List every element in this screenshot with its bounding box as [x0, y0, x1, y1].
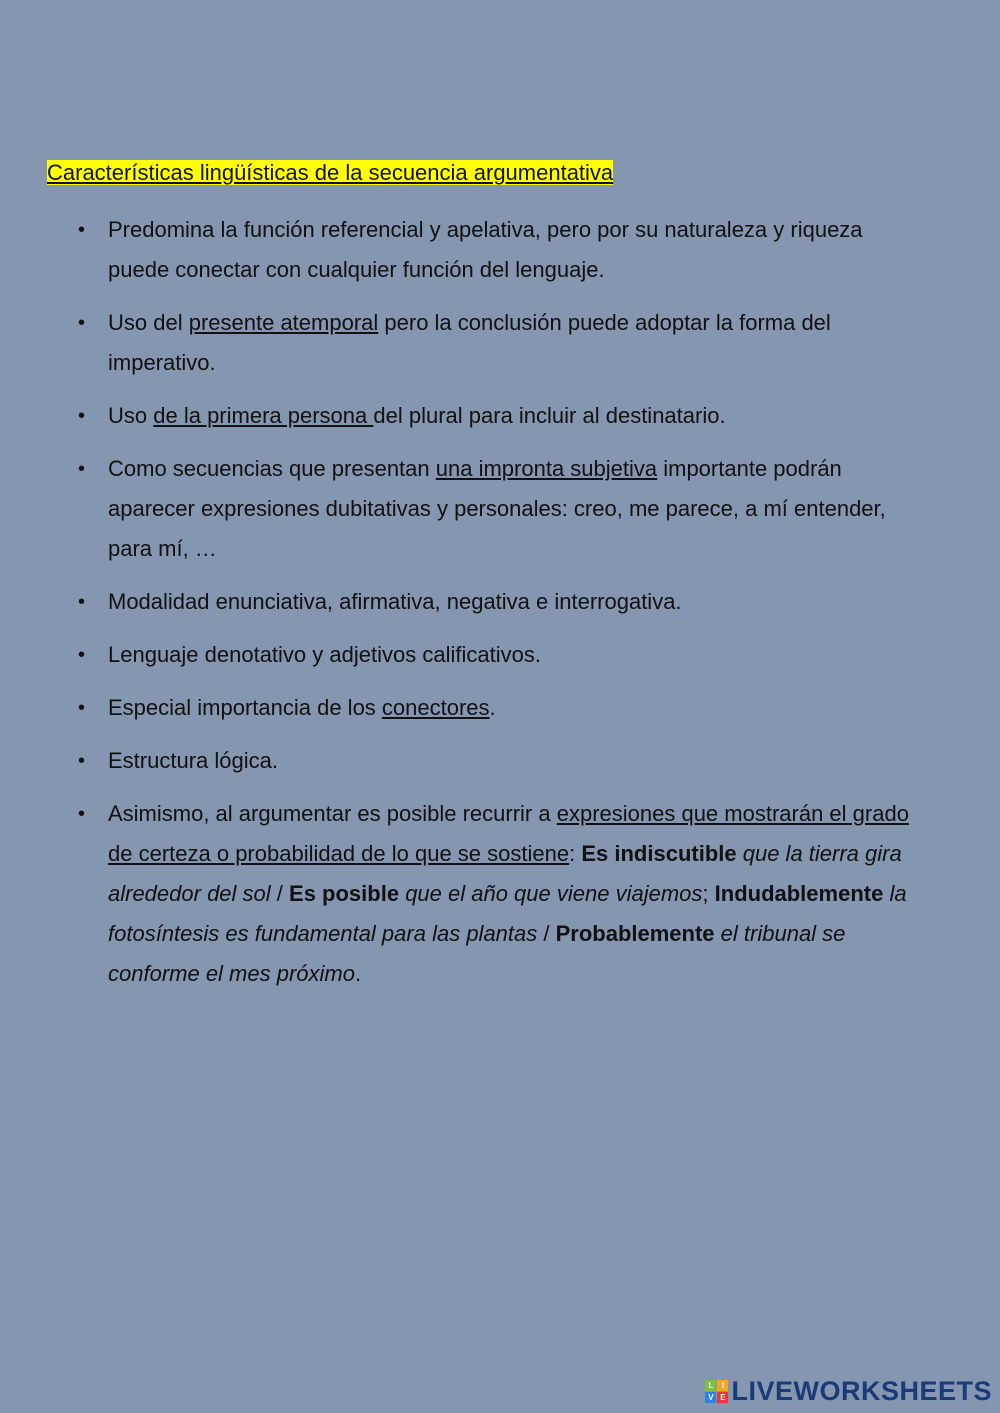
list-item: [78, 210, 928, 290]
bullet-icon: •: [78, 591, 86, 613]
bullet-icon: •: [78, 312, 86, 334]
text-segment: Modalidad enunciativa, afirmativa, negativa e interrogativa.: [108, 589, 682, 614]
underlined-text: conectores: [381, 695, 490, 720]
liveworksheets-logo: [705, 1376, 992, 1407]
text-segment: Asimismo, al argumentar es posible recurrir a: [108, 801, 557, 826]
bullet-icon: •: [78, 219, 86, 241]
badge-letter: I: [717, 1380, 728, 1391]
text-segment: :: [569, 841, 582, 866]
badge-letter: V: [705, 1392, 716, 1403]
bold-text: Es posible: [289, 881, 400, 906]
underlined-text: expresiones que mostrarán el grado de certeza o probabilidad de lo que se sostiene: [108, 801, 909, 866]
bullet-icon: •: [78, 405, 86, 427]
bold-text: Es indiscutible: [581, 841, 737, 866]
italic-text: el tribunal se conforme el mes próximo: [108, 921, 846, 986]
text-segment: Como secuencias que presentan: [108, 456, 436, 481]
list-item: [78, 449, 928, 569]
text-segment: Lenguaje denotativo y adjetivos calificativos.: [108, 642, 541, 667]
text-segment: Predomina la función referencial y apelativa, pero por su naturaleza y riqueza puede conectar con cualquier función del lenguaje.: [108, 217, 863, 282]
text-segment: Uso: [108, 403, 154, 428]
underlined-text: presente atemporal: [188, 310, 379, 335]
badge-letter: L: [705, 1380, 716, 1391]
text-segment: importante podrán aparecer expresiones dubitativas y personales: creo, me parece, a mí entender, para mí, …: [108, 456, 886, 561]
italic-text: la fotosíntesis es fundamental para las plantas: [108, 881, 907, 946]
list-item: [78, 741, 928, 781]
badge-letter: E: [717, 1392, 728, 1403]
text-segment: /: [270, 881, 290, 906]
bold-text: Indudablemente: [714, 881, 884, 906]
bullet-icon: •: [78, 803, 86, 825]
underlined-text: una impronta subjetiva: [435, 456, 658, 481]
logo-text: LIVEWORKSHEETS: [731, 1376, 992, 1406]
text-segment: Especial importancia de los: [108, 695, 382, 720]
text-segment: ;: [702, 881, 715, 906]
list-item: [78, 582, 928, 622]
list-item: [78, 794, 928, 994]
italic-text: que el año que viene viajemos: [405, 881, 703, 906]
text-segment: /: [537, 921, 556, 946]
list-item: [78, 396, 928, 436]
list-item: [78, 688, 928, 728]
bullet-icon: •: [78, 458, 86, 480]
text-segment: del plural para incluir al destinatario.: [373, 403, 726, 428]
live-badge-icon: [705, 1380, 728, 1403]
text-segment: .: [489, 695, 496, 720]
list-item: [78, 635, 928, 675]
text-segment: Estructura lógica.: [108, 748, 278, 773]
bullet-icon: •: [78, 750, 86, 772]
text-segment: Uso del: [108, 310, 189, 335]
characteristics-list: [78, 210, 928, 1007]
heading-text: Características lingüísticas de la secuencia argumentativa: [47, 160, 614, 185]
heading: [47, 158, 613, 188]
bold-text: Probablemente: [555, 921, 715, 946]
list-item: [78, 303, 928, 383]
bullet-icon: •: [78, 697, 86, 719]
underlined-text: de la primera persona: [153, 403, 374, 428]
italic-text: que la tierra gira alrededor del sol: [108, 841, 902, 906]
text-segment: pero la conclusión puede adoptar la forma del imperativo.: [108, 310, 831, 375]
text-segment: .: [354, 961, 362, 986]
bullet-icon: •: [78, 644, 86, 666]
